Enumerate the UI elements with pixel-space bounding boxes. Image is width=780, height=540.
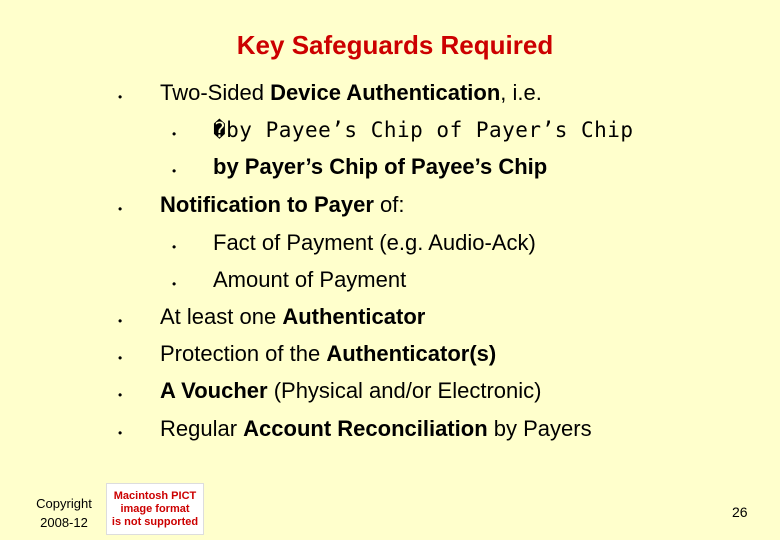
sub-bullet-text-amount-of-payment: Amount of Payment xyxy=(213,267,407,292)
sub-bullet-1b: • xyxy=(172,164,177,178)
bullet-6: • xyxy=(118,426,123,440)
pict-line-1: Macintosh PICT xyxy=(113,489,197,502)
unsupported-image-placeholder xyxy=(106,483,204,535)
sub-bullet-1a: • xyxy=(172,127,177,141)
bullet-2: • xyxy=(118,202,123,216)
bullet-text-protection: Protection of the Authenticator(s) xyxy=(160,341,497,366)
copyright-years: 2008-12 xyxy=(40,515,88,530)
bullet-1: • xyxy=(118,90,123,104)
pict-line-3: is not supported xyxy=(111,515,199,528)
sub-bullet-text-payer-chip: by Payer’s Chip of Payee’s Chip xyxy=(213,154,548,179)
page-number: 26 xyxy=(732,504,748,520)
bullet-text-device-authentication: Two-Sided Device Authentication, i.e. xyxy=(160,80,542,105)
bullet-4: • xyxy=(118,351,123,365)
sub-bullet-2a: • xyxy=(172,240,177,254)
bullet-3: • xyxy=(118,314,123,328)
copyright-label: Copyright xyxy=(36,496,92,511)
bullet-text-notification: Notification to Payer of: xyxy=(160,192,405,217)
sub-bullet-text-payee-chip: �by Payee’s Chip of Payer’s Chip xyxy=(213,118,634,142)
sub-bullet-2b: • xyxy=(172,277,177,291)
pict-line-2: image format xyxy=(120,502,190,515)
sub-bullet-text-fact-of-payment: Fact of Payment (e.g. Audio-Ack) xyxy=(213,230,536,255)
bullet-text-reconciliation: Regular Account Reconciliation by Payers xyxy=(160,416,592,441)
bullet-5: • xyxy=(118,388,123,402)
copyright-notice xyxy=(28,494,100,532)
bullet-text-authenticator: At least one Authenticator xyxy=(160,304,426,329)
bullet-text-voucher: A Voucher (Physical and/or Electronic) xyxy=(160,378,542,403)
slide-title: Key Safeguards Required xyxy=(236,30,554,60)
